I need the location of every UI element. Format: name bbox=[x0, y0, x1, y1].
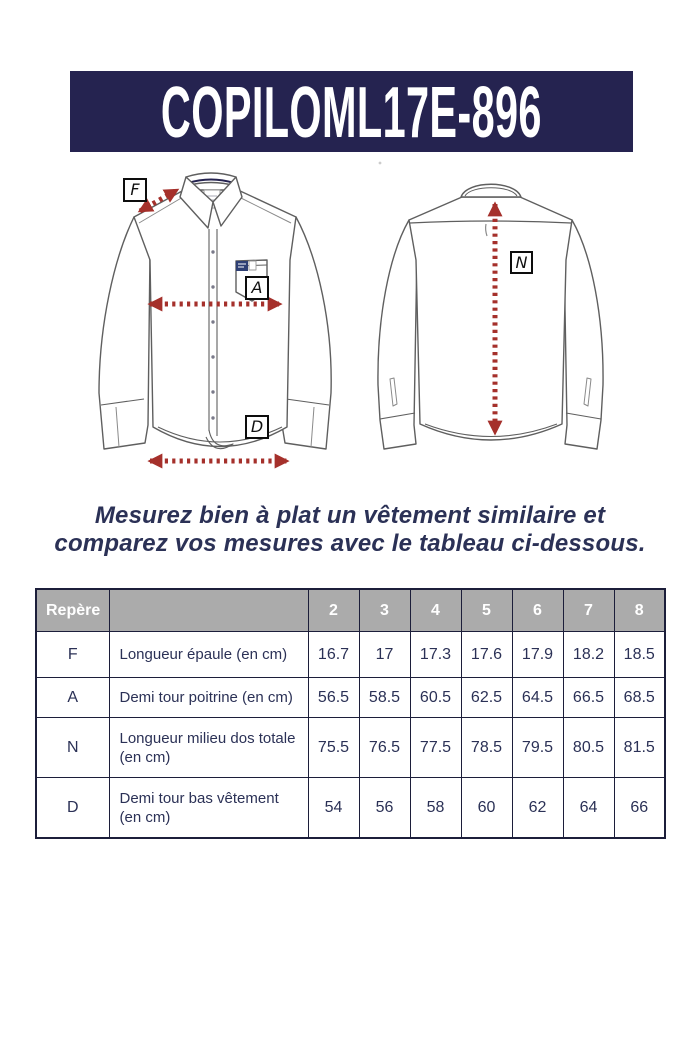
measurement-value: 81.5 bbox=[614, 718, 665, 778]
measurement-value: 17 bbox=[359, 632, 410, 678]
measure-label-n-text: N bbox=[515, 252, 528, 272]
measurement-value: 56.5 bbox=[308, 678, 359, 718]
measurement-value: 78.5 bbox=[461, 718, 512, 778]
row-code: A bbox=[36, 678, 109, 718]
measurement-value: 16.7 bbox=[308, 632, 359, 678]
header-size-4: 4 bbox=[410, 589, 461, 632]
product-title: COPILOML17E-896 bbox=[161, 70, 542, 153]
measurement-value: 75.5 bbox=[308, 718, 359, 778]
measure-label-d bbox=[245, 415, 269, 439]
measurement-value: 64 bbox=[563, 778, 614, 839]
row-code: F bbox=[36, 632, 109, 678]
measurement-value: 18.2 bbox=[563, 632, 614, 678]
measurement-value: 68.5 bbox=[614, 678, 665, 718]
print-artifact-dot bbox=[379, 162, 382, 165]
measurement-value: 17.9 bbox=[512, 632, 563, 678]
measurement-value: 18.5 bbox=[614, 632, 665, 678]
measurement-value: 80.5 bbox=[563, 718, 614, 778]
header-size-7: 7 bbox=[563, 589, 614, 632]
measure-label-f-text: F bbox=[130, 180, 140, 199]
shirt-measurement-diagram bbox=[0, 160, 700, 490]
header-repere: Repère bbox=[36, 589, 109, 632]
row-label: Demi tour poitrine (en cm) bbox=[109, 678, 308, 718]
header-size-5: 5 bbox=[461, 589, 512, 632]
product-title-banner bbox=[70, 71, 633, 152]
measure-label-d-text: D bbox=[250, 417, 264, 436]
header-size-6: 6 bbox=[512, 589, 563, 632]
measurement-value: 56 bbox=[359, 778, 410, 839]
measurement-instruction bbox=[0, 502, 700, 558]
measurement-value: 66 bbox=[614, 778, 665, 839]
measurement-value: 64.5 bbox=[512, 678, 563, 718]
measurement-value: 66.5 bbox=[563, 678, 614, 718]
back-shirt-drawing bbox=[378, 184, 603, 449]
measurement-value: 79.5 bbox=[512, 718, 563, 778]
row-label: Longueur épaule (en cm) bbox=[109, 632, 308, 678]
size-table-header-row bbox=[36, 589, 665, 632]
measurement-value: 17.3 bbox=[410, 632, 461, 678]
header-size-8: 8 bbox=[614, 589, 665, 632]
row-label: Longueur milieu dos totale (en cm) bbox=[109, 718, 308, 778]
table-row-n bbox=[36, 718, 665, 778]
instruction-line-2: comparez vos mesures avec le tableau ci-dessous. bbox=[54, 530, 646, 557]
measurement-value: 17.6 bbox=[461, 632, 512, 678]
table-row-a bbox=[36, 678, 665, 718]
measurement-value: 60.5 bbox=[410, 678, 461, 718]
table-row-f bbox=[36, 632, 665, 678]
header-size-3: 3 bbox=[359, 589, 410, 632]
measurement-value: 77.5 bbox=[410, 718, 461, 778]
row-label: Demi tour bas vêtement (en cm) bbox=[109, 778, 308, 839]
measurement-value: 58.5 bbox=[359, 678, 410, 718]
measure-label-a bbox=[245, 276, 269, 300]
measurement-value: 54 bbox=[308, 778, 359, 839]
table-row-d bbox=[36, 778, 665, 839]
measure-label-n bbox=[510, 251, 533, 274]
measurement-value: 60 bbox=[461, 778, 512, 839]
measurement-value: 62.5 bbox=[461, 678, 512, 718]
size-table bbox=[35, 588, 666, 839]
row-code: N bbox=[36, 718, 109, 778]
measurement-value: 58 bbox=[410, 778, 461, 839]
measurement-value: 76.5 bbox=[359, 718, 410, 778]
measure-label-a-text: A bbox=[251, 278, 263, 297]
row-code: D bbox=[36, 778, 109, 839]
measurement-value: 62 bbox=[512, 778, 563, 839]
header-size-2: 2 bbox=[308, 589, 359, 632]
front-shirt-drawing bbox=[99, 173, 331, 449]
measure-label-f bbox=[123, 178, 147, 202]
header-description bbox=[109, 589, 308, 632]
instruction-line-1: Mesurez bien à plat un vêtement similaire et bbox=[94, 502, 606, 529]
